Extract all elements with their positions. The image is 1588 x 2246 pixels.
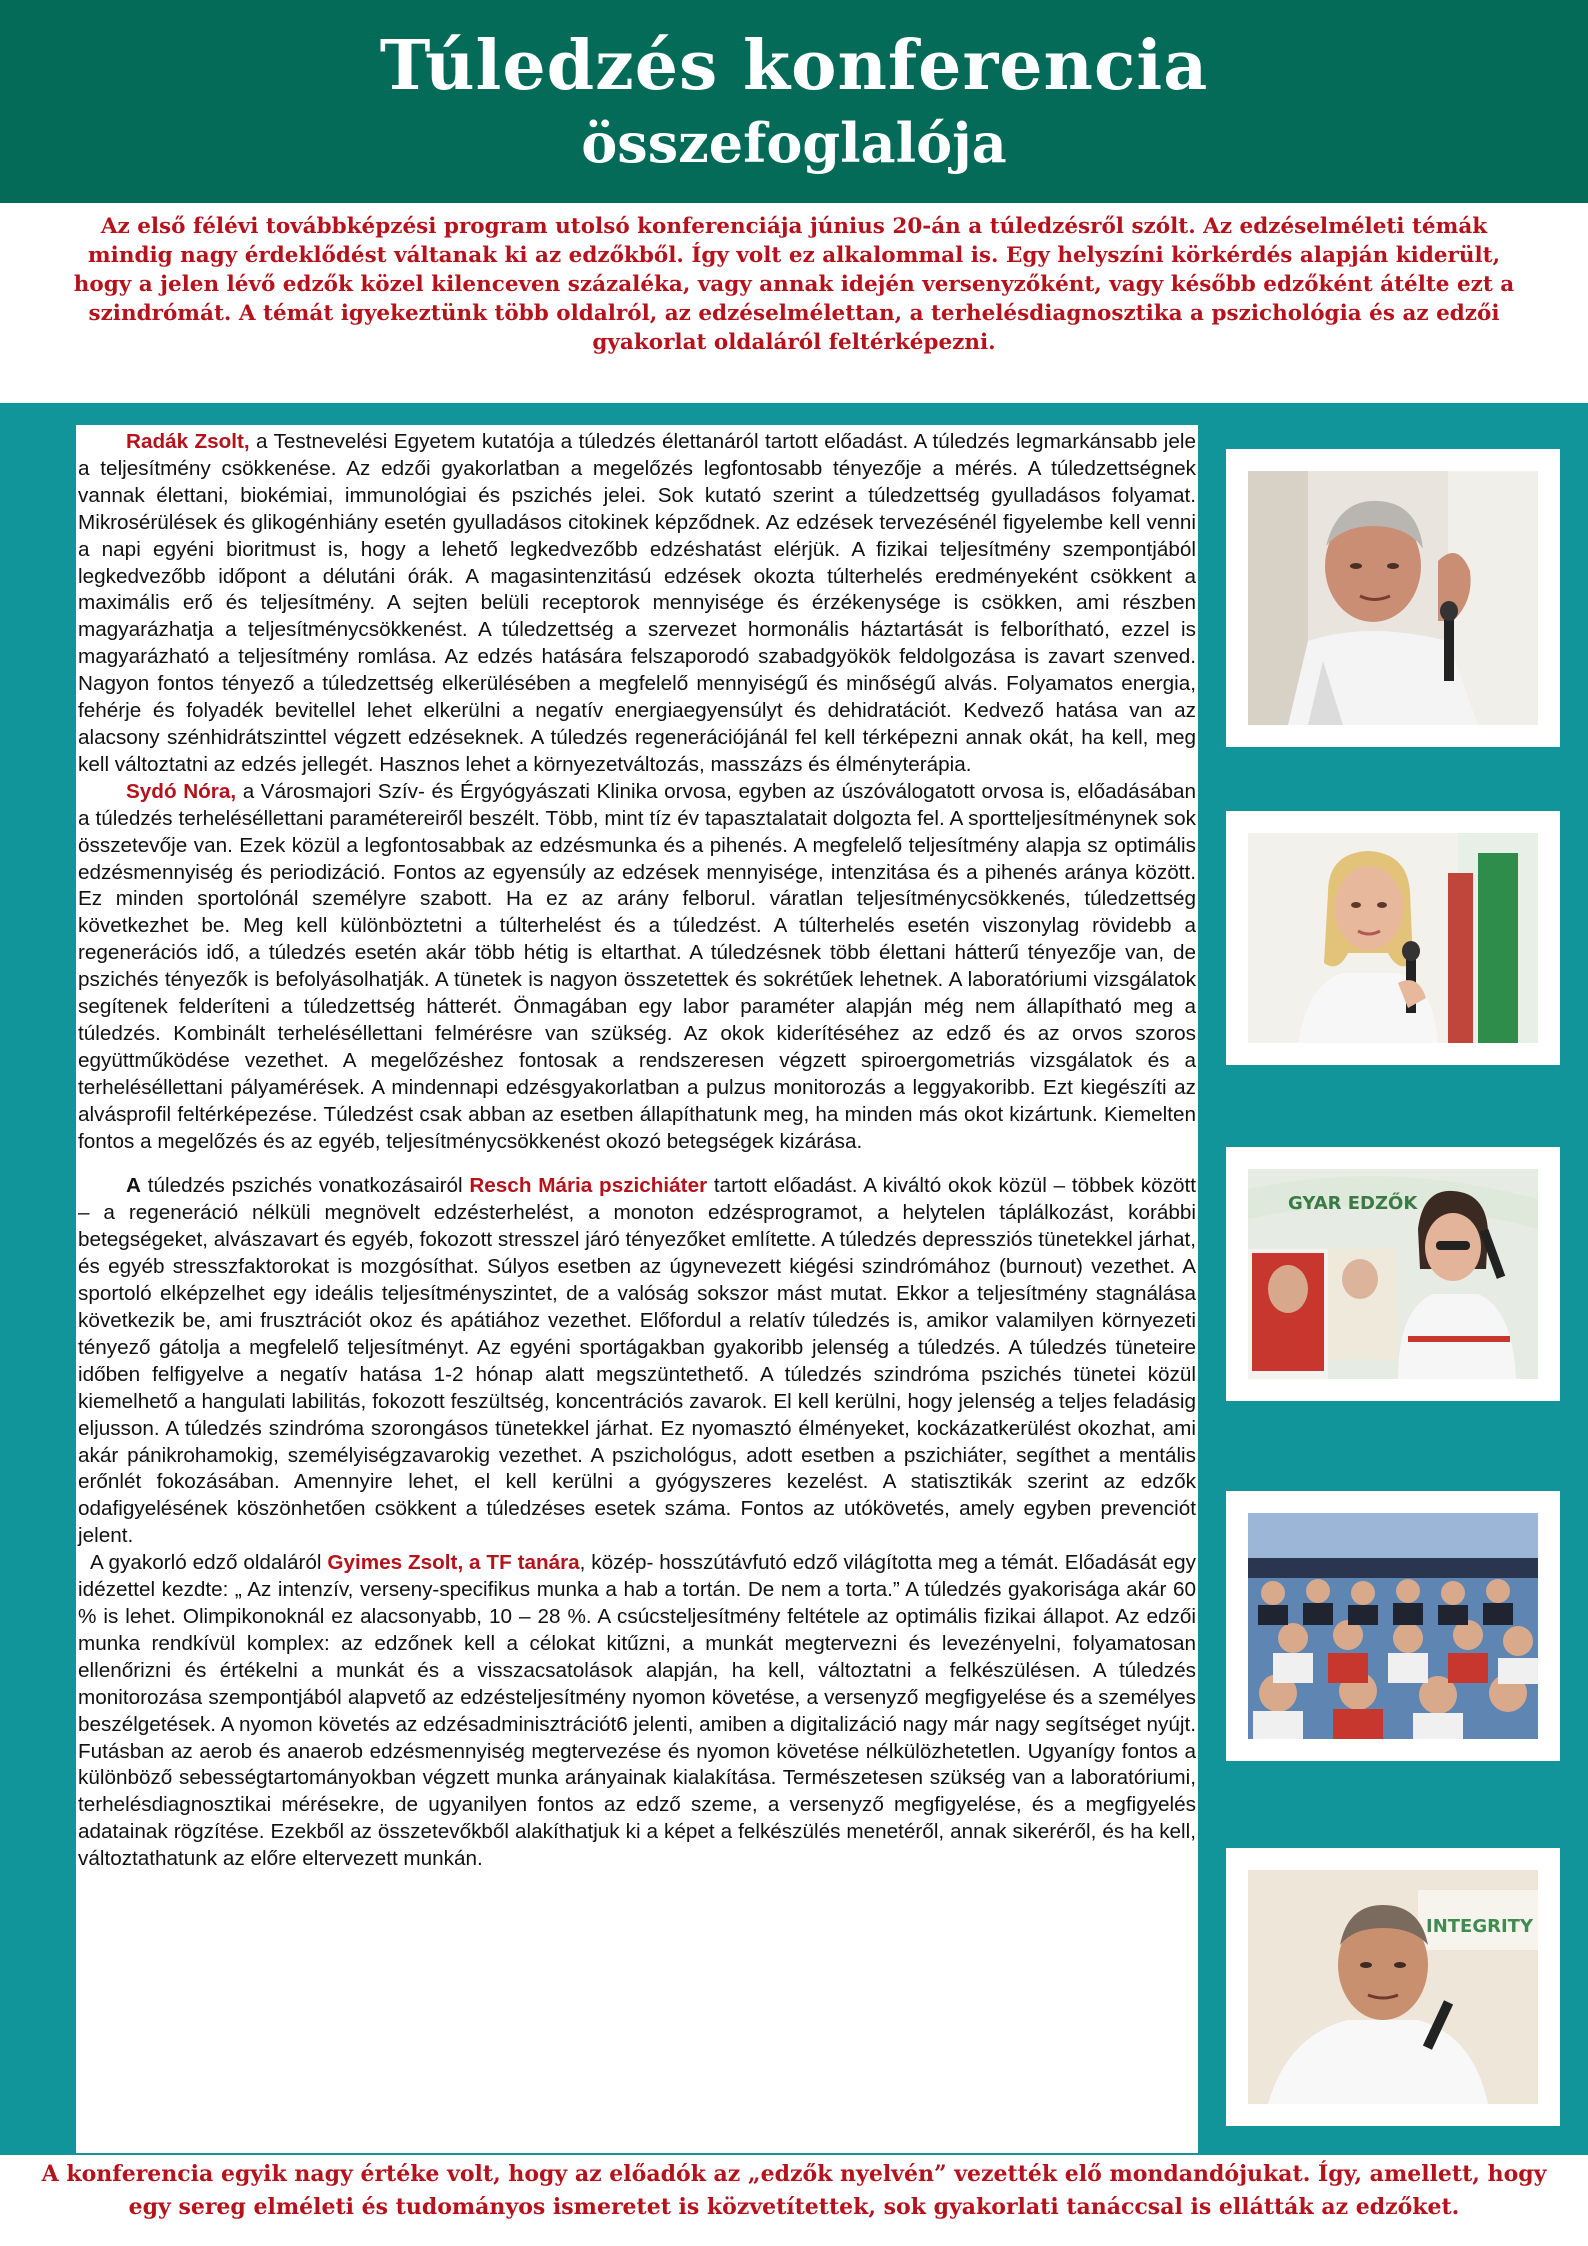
photo-gyimes <box>1226 1848 1560 2126</box>
section-lead: A gyakorló edző oldaláról <box>90 1551 328 1575</box>
section-radak <box>78 429 1196 779</box>
banner-letters: GYAR EDZŐK <box>1288 1193 1418 1214</box>
footer-summary: A konferencia egyik nagy értéke volt, hogy az előadók az „edzők nyelvén” vezették elő mondandójukat. Így, amellett, hogy egy sereg elméleti és tudományos ismeretet is közvetítettek, sok gyakorlati tanáccsal is ellátták az edzőket. <box>41 2161 1547 2220</box>
section-body: a Városmajori Szív- és Érgyógyászati Klinika orvosa, egyben az úszóválogatott orvosa is, előadásában a túledzés terheléséllettani paramétereiről beszélt. Több, mint tíz év tapasztalatait dolgozta fel. A sportteljesítménynek sok összetevője van. Ezek közül a legfontosabbak az edzésmunka és a pihenés. A megfelelő teljesítmény alapja sz optimális edzésmennyiség és periodizáció. Fontos az egyensúly az edzések mennyisége, intenzitása és a pihenés aránya között. Ez minden sportolónál személyre szabott. Ha ez az arány felborul. váratlan teljesítménycsökkenés, túledzettség következhet be. Meg kell különböztetni a túlterhelést és a túledzést. A túlterhelés esetén viszonylag rövidebb a regenerációs idő, a túledzés esetén akár több hétig is eltarthat. A túledzésnek több élettani hátterű tényezője van, de pszichés tényezők is befolyásolhatják. A tünetek is nagyon összetettek és sokrétűek lehetnek. A laboratóriumi vizsgálatok segítenek felderíteni a túledzettség hátterét. Önmagában egy labor paraméter alapján még nem állapítható meg a túledzés. Kombinált terheléséllettani felmérésre van szükség. Az okok kiderítéséhez az edző és az orvos szoros együttműködése vezethet. A megelőzéshez fontosak a rendszeresen végzett spiroergometriás vizsgálatok és a terheléséllettani pályamérések. A mindennapi edzésgyakorlatban a pulzus monitorozás a leggyakoribb. Ezt kiegészíti az alvásprofil feltérképezése. Túledzést csak abban az esetben állapíthatunk meg, ha minden más okot kizártunk. Kiemelten fontos a megelőzés és az egyéb, teljesítménycsökkenést okozó betegségek kizárása. <box>78 779 1196 1153</box>
speaker-photo-image <box>1248 1169 1538 1379</box>
photo-sydo <box>1226 811 1560 1065</box>
page-title: Túledzés konferencia <box>379 26 1209 106</box>
integrity-sign: INTEGRITY <box>1426 1916 1533 1937</box>
page-subtitle: összefoglalója <box>581 111 1007 175</box>
photo-radak <box>1226 449 1560 747</box>
audience-photo-image <box>1248 1513 1538 1739</box>
section-gyimes <box>78 1550 1196 1873</box>
section-body: a Testnevelési Egyetem kutatója a túledzés élettanáról tartott előadást. A túledzés legmarkánsabb jele a teljesítmény csökkenése. Az edzői gyakorlatban a megelőzés legfontosabb tényezője a mérés. A túledzettségnek vannak élettani, biokémiai, immunológiai és pszichés jelei. Sok kutató szerint a túledzettség gyulladásos folyamat. Mikrosérülések és glikogénhiány esetén gyulladásos citokinek képződnek. Az edzések tervezésénél figyelembe kell venni a napi egyéni bioritmust is, hogy a lehető legkedvezőbb edzéshatást elérjük. A fizikai teljesítmény szempontjából legkedvezőbb időpont a délutáni órák. A magasintenzitású edzések okozta túlterhelés eredményeként csökkent a maximális erő és teljesítmény. A sejten belüli receptorok mennyisége és érzékenysége is csökken, ami részben magyarázhatja a teljesítménycsökkenést. A túledzettség a szervezet hormonális háztartását is felborítható, ezzel is magyarázható a teljesítmény romlása. Az edzés hatására felszaporodó szabadgyökök feldolgozása is zavart szenved. Nagyon fontos tényező a túledzettség elkerülésében a megfelelő mennyiségű és minőségű alvás. Folyamatos energia, fehérje és folyadék bevitellel lehet elkerülni a negatív energiaegyensúlyt és dehidratációt. Kedvező hatása van az alacsony szénhidrátszinttel végzett edzéseknek. A túledzés regenerációjánál fel kell térképezni annak okát, ha kell, meg kell változtatni az edzés jellegét. Hasznos lehet a környezetváltozás, masszázs és élményterápia. <box>78 430 1196 776</box>
header-banner <box>0 0 1588 203</box>
speaker-name: Sydó Nóra, <box>126 779 237 803</box>
section-body: tartott előadást. A kiváltó okok közül – többek között – a regeneráció nélküli megnövelt edzésterhelést, a monoton edzésprogramot, a helytelen táplálkozást, korábbi betegségeket, alvászavart és egyéb, fokozott stresszel járó tényezőket említette. A túledzés depressziós tünetekkel járhat, és egyéb stresszfaktorokat is mozgósíthat. Súlyos esetben az úgynevezett kiégési szindrómához (burnout) vezethet. A sportoló elképzelhet egy ideális teljesítményszintet, de a valóság sokszor mást mutat. Ekkor a teljesítmény stagnálása következik be, ami frusztrációt okoz és apátiához vezethet. Előfordul a relatív túledzés is, amikor valamilyen környezeti tényező gátolja a megfelelő teljesítményt. Az egyéni sportágakban gyakoribb jelenség a túledzés. A túledzés tüneteire időben felfigyelve a negatív hatása 1-2 hónap alatt megszüntethető. A túledzés szindróma pszichés tünetei közül kiemelhető a hangulati labilitás, fokozott feszültség, koncentrációs zavarok. El kell kerülni, hogy jelenség a teljes feladásig eljusson. A túledzés szindróma szorongásos tünetekkel járhat. Ez nyomasztó élményeket, kockázatkerülést okozhat, ami akár pánikrohamokig, személyiségzavarokig vezethet. A pszichológus, adott esetben a pszichiáter, segíthet a mentális erőnlét fokozásában. Amennyire lehet, el kell kerülni a gyógyszeres kezelést. A statisztikák szerint az edzők odafigyelésének köszönhetően csökkent a túledzéses esetek száma. Fontos az utókövetés, amely egyben prevenciót jelent. <box>78 1174 1196 1548</box>
speaker-photo-image <box>1248 471 1538 725</box>
speaker-name: Resch Mária pszichiáter <box>469 1174 708 1198</box>
photo-resch <box>1226 1147 1560 1401</box>
section-resch <box>78 1173 1196 1550</box>
speaker-name: Radák Zsolt, <box>126 430 250 453</box>
speaker-name: Gyimes Zsolt, a TF tanára <box>327 1551 580 1575</box>
section-body: , közép- hosszútávfutó edző világította meg a témát. Előadását egy idézettel kezdte: „ Az intenzív, verseny-specifikus munka a hab a tortán. De nem a torta.” A túledzés gyakorisága akár 60 % is lehet. Olimpikonoknál ez alacsonyabb, 10 – 28 %. A csúcsteljesítmény feltétele az optimális fizikai állapot. Az edzői munka rendkívül komplex: az edzőnek kell a célokat kitűzni, a munkát megtervezni és levezényelni, folyamatosan ellenőrizni és értékelni a munkát és a visszacsatolások alapján, ha kell, változtatni a felkészülésen. A túledzés monitorozása szempontjából alapvető az edzésteljesítmény nyomon követése, a versenyző megfigyelése és a személyes beszélgetések. A nyomon követés az edzésadminisztrációt6 jelenti, amiben a digitalizáció nagy már nagy segítséget nyújt. Futásban az aerob és anaerob edzésmennyiség megtervezése és nyomon követése nélkülözhetetlen. Ugyanígy fontos a különböző sebességtartományokban végzett munka arányainak kialakítása. Természetesen szükség van a laboratóriumi, terhelésdiagnosztikai mérésekre, de ugyanilyen fontos az edző szeme, a versenyző megfigyelése, és a megfigyelés adatainak rögzítése. Ezekből az összetevőkből alakíthatjuk ki a képet a felkészülés menetéről, annak sikeréről, és ha kell, változtathatunk az előre eltervezett munkán. <box>78 1551 1197 1871</box>
section-lead: túledzés pszichés vonatkozásairól <box>140 1174 470 1198</box>
intro-paragraph: Az első félévi továbbképzési program utolsó konferenciája június 20-án a túledzésről szólt. Az edzéselméleti témák mindig nagy érdeklődést váltanak ki az edzőkből. Így volt ez alkalommal is. Egy helyszíni körkérdés alapján kiderült, hogy a jelen lévő edzők közel kilenceven százaléka, vagy annak idején versenyzőként, vagy később edzőként átélte ezt a szindrómát. A témát igyekeztünk több oldalról, az edzéselmélettan, a terhelésdiagnosztika a pszichológia és az edzői gyakorlat oldaláról feltérképezni. <box>73 214 1515 355</box>
section-sydo <box>78 779 1196 1156</box>
article-text <box>78 429 1196 1873</box>
article-panel <box>76 425 1198 2153</box>
photo-audience <box>1226 1491 1560 1761</box>
section-lead-word: A <box>126 1174 141 1198</box>
speaker-photo-image <box>1248 1870 1538 2104</box>
speaker-photo-image <box>1248 833 1538 1043</box>
